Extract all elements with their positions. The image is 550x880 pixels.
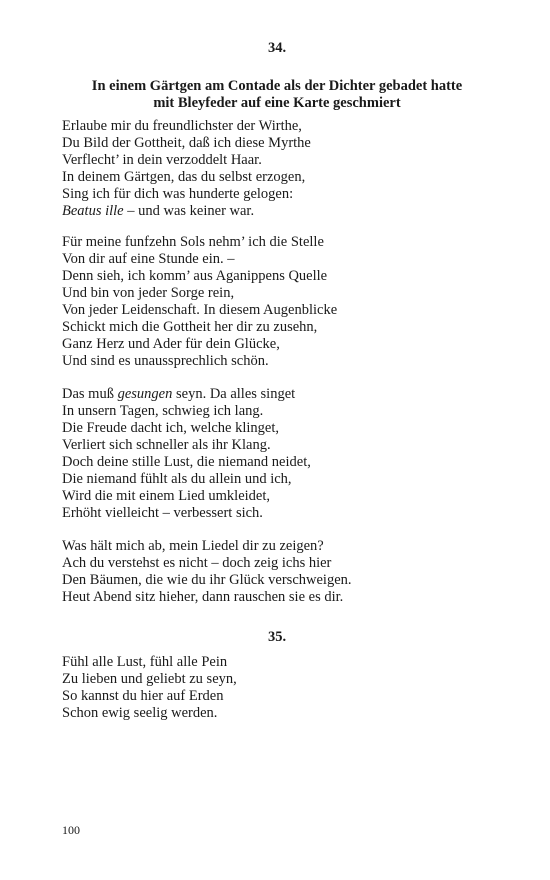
stanza bbox=[62, 654, 502, 722]
verse-line: Fühl alle Lust, fühl alle Pein bbox=[62, 654, 228, 670]
page-number: 100 bbox=[62, 823, 80, 837]
verse-line: Was hält mich ab, mein Liedel dir zu zeigen? bbox=[62, 538, 324, 554]
verse-line: Ganz Herz und Ader für dein Glücke, bbox=[62, 336, 280, 352]
verse-line: Schon ewig seelig werden. bbox=[62, 705, 218, 721]
verse-line: Das muß gesungen seyn. Da alles singet bbox=[62, 386, 296, 402]
verse-line: Verflecht’ in dein verzoddelt Haar. bbox=[62, 152, 262, 168]
verse-line: Von dir auf eine Stunde ein. – bbox=[62, 251, 235, 267]
stanza bbox=[62, 386, 502, 522]
stanza bbox=[62, 234, 502, 370]
verse-line: Den Bäumen, die wie du ihr Glück verschweigen. bbox=[62, 572, 352, 588]
poem-number: 35. bbox=[267, 629, 287, 645]
poem-number: 34. bbox=[267, 40, 287, 56]
verse-line: Sing ich für dich was hunderte gelogen: bbox=[62, 186, 294, 202]
verse-line: Doch deine stille Lust, die niemand neidet, bbox=[62, 454, 311, 470]
stanza bbox=[62, 538, 502, 606]
verse-line: Verliert sich schneller als ihr Klang. bbox=[62, 437, 271, 453]
verse-line: Schickt mich die Gottheit her dir zu zusehn, bbox=[62, 319, 318, 335]
verse-line: Und sind es unaussprechlich schön. bbox=[62, 353, 269, 369]
verse-line: Zu lieben und geliebt zu seyn, bbox=[62, 671, 237, 687]
italic-text: gesungen bbox=[117, 386, 173, 402]
verse-line: Erlaube mir du freundlichster der Wirthe, bbox=[62, 118, 302, 134]
verse-line: In unsern Tagen, schwieg ich lang. bbox=[62, 403, 264, 419]
verse-line: Für meine funfzehn Sols nehm’ ich die Stelle bbox=[62, 234, 324, 250]
verse-line: Von jeder Leidenschaft. In diesem Augenblicke bbox=[62, 302, 338, 318]
poem-title bbox=[62, 78, 492, 112]
verse-line: Beatus ille – und was keiner war. bbox=[62, 203, 255, 219]
italic-text: Beatus ille bbox=[62, 203, 124, 219]
verse-line: Wird die mit einem Lied umkleidet, bbox=[62, 488, 270, 504]
verse-line: Und bin von jeder Sorge rein, bbox=[62, 285, 235, 301]
poem-title-line: mit Bleyfeder auf eine Karte geschmiert bbox=[153, 95, 401, 111]
verse-line: Ach du verstehst es nicht – doch zeig ichs hier bbox=[62, 555, 332, 571]
verse-line: Die niemand fühlt als du allein und ich, bbox=[62, 471, 292, 487]
verse-line: Denn sieh, ich komm’ aus Aganippens Quelle bbox=[62, 268, 328, 284]
stanza bbox=[62, 118, 502, 220]
verse-line: So kannst du hier auf Erden bbox=[62, 688, 224, 704]
poem-title-line: In einem Gärtgen am Contade als der Dichter gebadet hatte bbox=[91, 78, 463, 94]
verse-line: Erhöht vielleicht – verbessert sich. bbox=[62, 505, 263, 521]
verse-line: In deinem Gärtgen, das du selbst erzogen, bbox=[62, 169, 306, 185]
verse-line: Du Bild der Gottheit, daß ich diese Myrthe bbox=[62, 135, 311, 151]
verse-line: Die Freude dacht ich, welche klinget, bbox=[62, 420, 280, 436]
verse-line: Heut Abend sitz hieher, dann rauschen sie es dir. bbox=[62, 589, 344, 605]
